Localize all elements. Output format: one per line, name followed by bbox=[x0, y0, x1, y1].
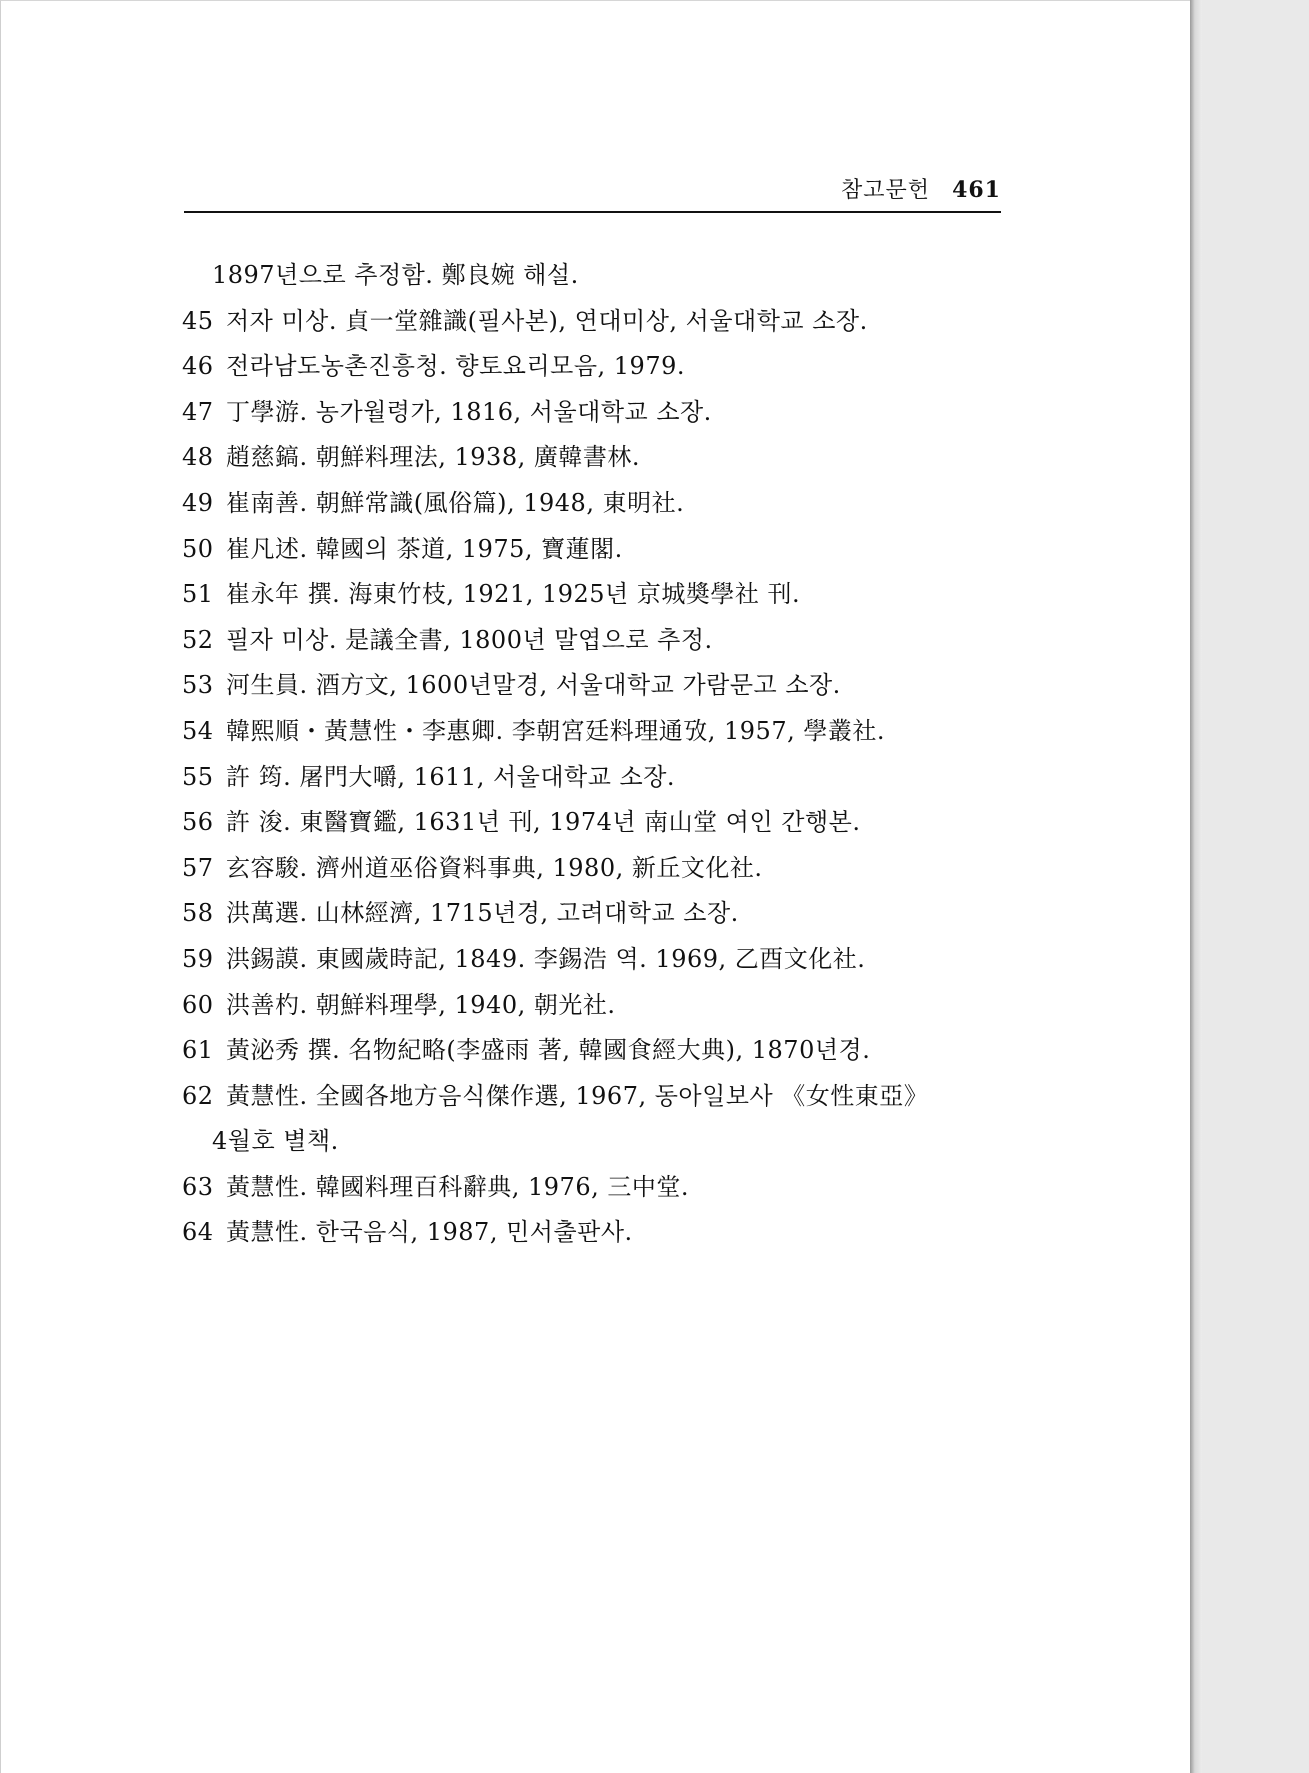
reference-list bbox=[182, 253, 1012, 1256]
reference-entry bbox=[182, 983, 1012, 1029]
reference-number: 51 bbox=[182, 580, 214, 609]
reference-number: 50 bbox=[182, 534, 214, 563]
page-edge-shadow bbox=[1190, 0, 1202, 1773]
reference-number: 62 bbox=[182, 1081, 214, 1110]
reference-number: 58 bbox=[182, 899, 214, 928]
reference-number: 63 bbox=[182, 1172, 214, 1201]
reference-text: 丁學游. 농가월령가, 1816, 서울대학교 소장. bbox=[226, 397, 712, 426]
running-head bbox=[184, 173, 1001, 207]
reference-text: 1897년으로 추정함. 鄭良婉 해설. bbox=[212, 261, 579, 289]
reference-text: 黃慧性. 韓國料理百科辭典, 1976, 三中堂. bbox=[226, 1172, 689, 1201]
reference-number: 59 bbox=[182, 944, 214, 973]
reference-entry bbox=[182, 481, 1012, 527]
reference-entry bbox=[182, 663, 1012, 709]
reference-number: 56 bbox=[182, 808, 214, 837]
reference-number: 55 bbox=[182, 762, 214, 791]
reference-text: 河生員. 酒方文, 1600년말경, 서울대학교 가람문고 소장. bbox=[226, 671, 841, 700]
reference-number: 47 bbox=[182, 397, 214, 426]
reference-number: 53 bbox=[182, 671, 214, 700]
reference-number: 49 bbox=[182, 488, 214, 517]
reference-text: 韓熙順・黃慧性・李惠卿. 李朝宮廷料理通攷, 1957, 學叢社. bbox=[226, 716, 885, 745]
reference-text: 필자 미상. 是議全書, 1800년 말엽으로 추정. bbox=[226, 625, 713, 654]
reference-number: 54 bbox=[182, 716, 214, 745]
reference-text: 崔南善. 朝鮮常識(風俗篇), 1948, 東明社. bbox=[226, 488, 685, 517]
reference-entry bbox=[182, 800, 1012, 846]
reference-number: 46 bbox=[182, 352, 214, 381]
reference-text: 洪善杓. 朝鮮料理學, 1940, 朝光社. bbox=[226, 990, 616, 1019]
reference-text: 崔永年 撰. 海東竹枝, 1921, 1925년 京城奬學社 刊. bbox=[226, 580, 801, 609]
reference-number: 52 bbox=[182, 625, 214, 654]
reference-entry bbox=[182, 1074, 1012, 1120]
reference-text: 黃泌秀 撰. 名物紀略(李盛雨 著, 韓國食經大典), 1870년경. bbox=[226, 1036, 871, 1065]
reference-entry bbox=[182, 618, 1012, 664]
reference-entry bbox=[182, 1210, 1012, 1256]
reference-entry bbox=[182, 755, 1012, 801]
reference-number: 60 bbox=[182, 990, 214, 1019]
reference-entry bbox=[182, 846, 1012, 892]
reference-entry bbox=[182, 527, 1012, 573]
reference-text: 崔凡述. 韓國의 茶道, 1975, 寶蓮閣. bbox=[226, 534, 623, 563]
reference-text: 黃慧性. 全國各地方음식傑作選, 1967, 동아일보사 《女性東亞》 bbox=[226, 1081, 929, 1110]
page-number: 461 bbox=[952, 177, 1001, 203]
reference-entry bbox=[182, 709, 1012, 755]
running-head-title: 참고문헌 bbox=[841, 178, 931, 203]
reference-number: 48 bbox=[182, 443, 214, 472]
reference-entry bbox=[182, 937, 1012, 983]
reference-text: 黃慧性. 한국음식, 1987, 민서출판사. bbox=[226, 1218, 633, 1247]
reference-entry bbox=[182, 435, 1012, 481]
reference-text: 저자 미상. 貞一堂雜識(필사본), 연대미상, 서울대학교 소장. bbox=[226, 306, 868, 335]
reference-text: 許 浚. 東醫寶鑑, 1631년 刊, 1974년 南山堂 여인 간행본. bbox=[226, 808, 861, 837]
reference-number: 61 bbox=[182, 1036, 214, 1065]
reference-entry bbox=[182, 344, 1012, 390]
reference-continuation-line bbox=[182, 253, 1012, 299]
reference-text: 4월호 별책. bbox=[212, 1127, 339, 1156]
reference-text: 趙慈鎬. 朝鮮料理法, 1938, 廣韓書林. bbox=[226, 443, 640, 472]
reference-text: 玄容駿. 濟州道巫俗資料事典, 1980, 新丘文化社. bbox=[226, 853, 763, 882]
reference-text: 洪萬選. 山林經濟, 1715년경, 고려대학교 소장. bbox=[226, 899, 739, 928]
reference-continuation-line bbox=[182, 1119, 1012, 1165]
reference-text: 전라남도농촌진흥청. 향토요리모음, 1979. bbox=[226, 352, 685, 381]
reference-entry bbox=[182, 572, 1012, 618]
reference-number: 45 bbox=[182, 306, 214, 335]
reference-text: 許 筠. 屠門大嚼, 1611, 서울대학교 소장. bbox=[226, 762, 676, 791]
reference-entry bbox=[182, 891, 1012, 937]
reference-number: 57 bbox=[182, 853, 214, 882]
reference-entry bbox=[182, 1028, 1012, 1074]
reference-entry bbox=[182, 390, 1012, 436]
reference-number: 64 bbox=[182, 1218, 214, 1247]
reference-entry bbox=[182, 1165, 1012, 1211]
reference-text: 洪錫謨. 東國歲時記, 1849. 李錫浩 역. 1969, 乙酉文化社. bbox=[226, 944, 866, 973]
header-rule bbox=[184, 211, 1001, 213]
reference-entry bbox=[182, 299, 1012, 345]
